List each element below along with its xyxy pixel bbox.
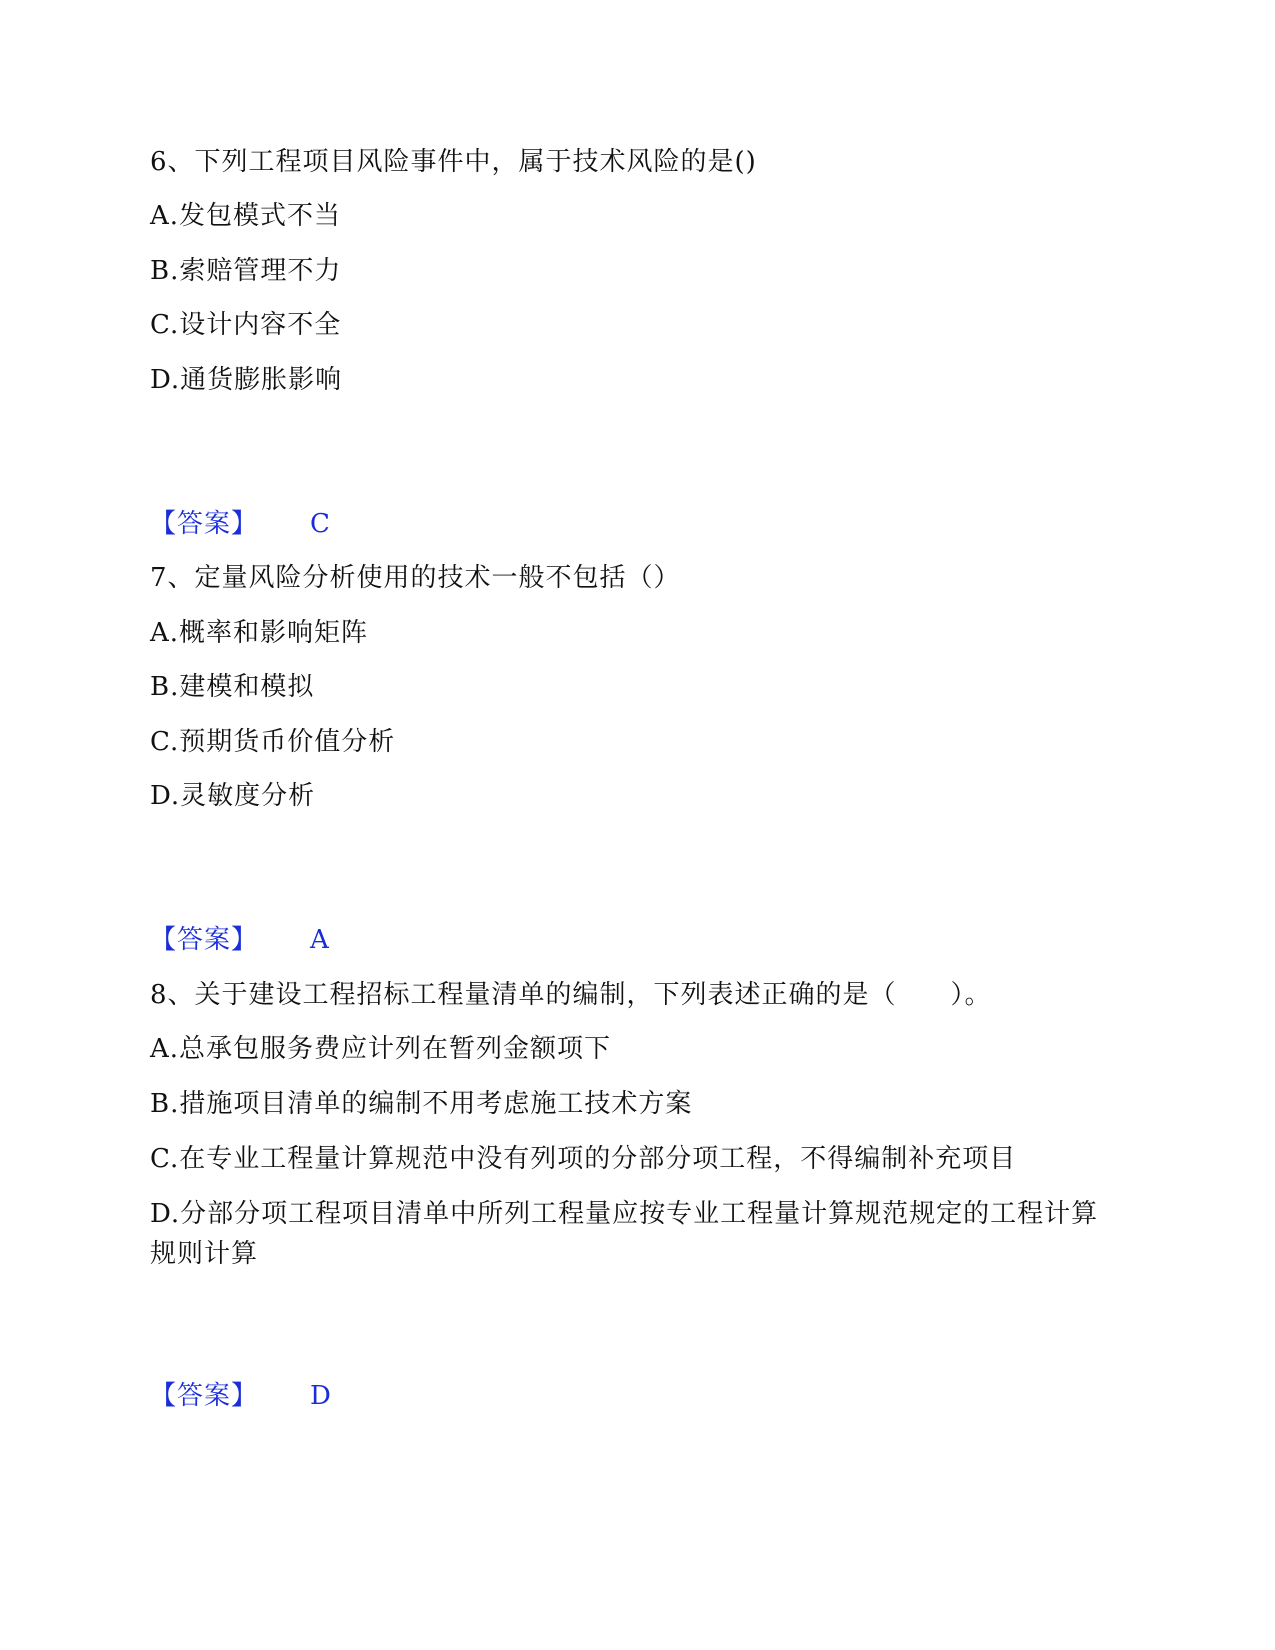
answer-label: 【答案】 xyxy=(150,509,259,539)
question-8-option-b: B.措施项目清单的编制不用考虑施工技术方案 xyxy=(150,1089,693,1119)
answer-value: D xyxy=(310,1381,332,1411)
question-8-stem: 8、关于建设工程招标工程量清单的编制，下列表述正确的是（ ）。 xyxy=(150,980,992,1010)
question-6-option-d: D.通货膨胀影响 xyxy=(150,365,343,395)
question-8-option-d: D.分部分项工程项目清单中所列工程量应按专业工程量计算规范规定的工程计算规则计算 xyxy=(150,1199,1099,1269)
answer-label: 【答案】 xyxy=(150,1381,259,1411)
answer-value: A xyxy=(310,925,330,955)
question-6-option-a: A.发包模式不当 xyxy=(150,201,342,231)
question-6-option-c: C.设计内容不全 xyxy=(150,310,342,340)
question-8-option-c: C.在专业工程量计算规范中没有列项的分部分项工程，不得编制补充项目 xyxy=(150,1144,1017,1174)
question-8-option-a: A.总承包服务费应计列在暂列金额项下 xyxy=(150,1034,612,1064)
question-7-stem: 7、定量风险分析使用的技术一般不包括（） xyxy=(150,563,681,593)
question-8-answer xyxy=(150,1376,332,1416)
question-6-answer xyxy=(150,504,331,544)
question-7-option-d: D.灵敏度分析 xyxy=(150,781,316,811)
question-7-answer xyxy=(150,920,330,960)
question-7-option-c: C.预期货币价值分析 xyxy=(150,727,396,757)
question-7-option-a: A.概率和影响矩阵 xyxy=(150,618,369,648)
answer-value: C xyxy=(310,509,331,539)
question-7-option-b: B.建模和模拟 xyxy=(150,672,315,702)
question-6-option-b: B.索赔管理不力 xyxy=(150,256,342,286)
answer-label: 【答案】 xyxy=(150,925,259,955)
question-6-stem: 6、下列工程项目风险事件中，属于技术风险的是() xyxy=(150,147,757,177)
